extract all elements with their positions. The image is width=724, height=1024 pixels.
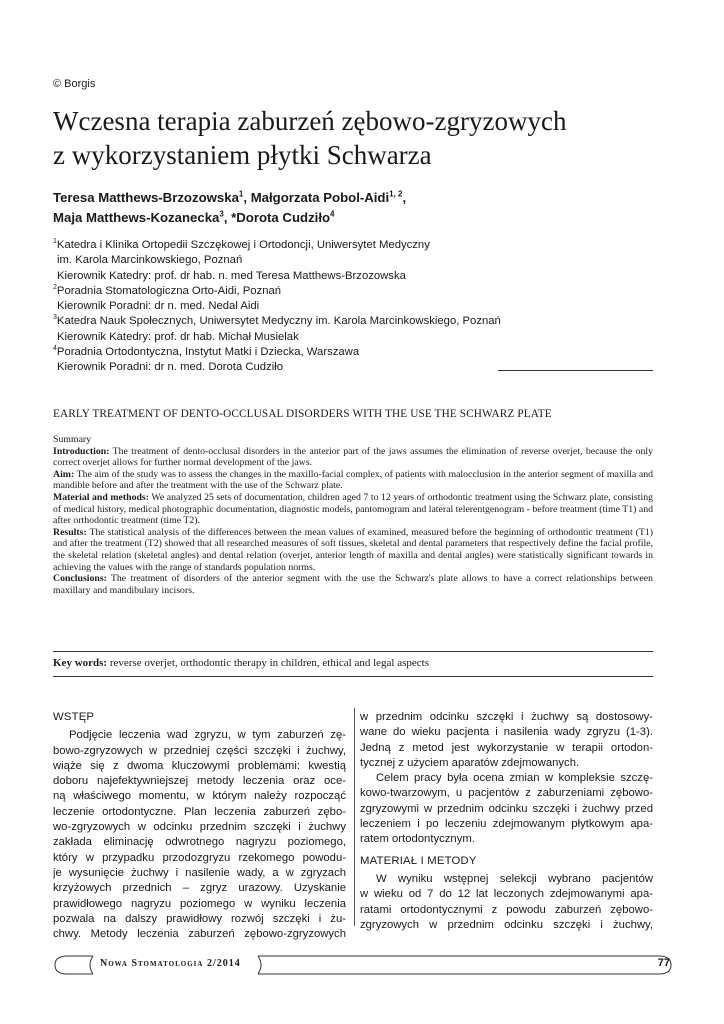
summary-text: The treatment of dento-occlusal disorders in the anterior part of the jaws assumes the elimination of reverse overjet, because the only correct overjet allows for further normal development of the jaws. <box>53 445 653 469</box>
text-line: wo-zgryzowych w odcinku przednim szczęki i żuchwy <box>53 821 346 834</box>
text-line: pozwala na dalszy prawidłowy rozwój szczęki i żu- <box>53 912 346 925</box>
paragraph <box>53 728 346 942</box>
summary-section <box>53 434 653 596</box>
text-line: zgryzowych w przednim odcinku szczęki i żuchwy, <box>360 918 653 931</box>
affiliation-line <box>53 330 673 345</box>
affiliation-line <box>53 253 673 268</box>
text-line: ratem ortodontycznym. <box>360 833 475 846</box>
affiliation-text: Katedra Nauk Społecznych, Uniwersytet Medyczny im. Karola Marcinkowskiego, Poznań <box>56 315 501 328</box>
summary-text: The aim of the study was to assess the changes in the maxillo-facial complex, of patients with malocclusion in the anterior segment of maxilla and mandible before and after the treatment with the use of the Schwarz plate. <box>53 468 653 492</box>
affiliation-text: Kierownik Poradni: dr n. med. Nedal Aidi <box>57 300 260 313</box>
affiliation-line <box>53 284 673 299</box>
affiliation-line <box>53 269 673 284</box>
text-line: wiąże się z dwoma kluczowymi problemami: kwestią <box>53 759 346 772</box>
affiliation-line <box>53 345 673 360</box>
summary-text: The treatment of disorders of the anterior segment with the use the Schwarz's plate allows to have a correct relationships between maxillary and mandibulary incisors. <box>53 573 653 596</box>
text-line: wane do wieku pacjenta i nasilenia wady zgryzu (1-3). <box>360 726 653 739</box>
affiliation-list <box>53 238 673 376</box>
affiliation-line <box>53 299 673 314</box>
page-footer <box>53 955 673 975</box>
keywords-bottom-rule <box>53 676 653 677</box>
text-line: krzyżowych przednich – zgryz urazowy. Uzyskanie <box>53 882 346 895</box>
text-line: kowo-twarzowym, u pacjentów z zaburzeniami zębowo- <box>360 787 653 800</box>
body-column-right <box>360 710 653 933</box>
keywords <box>53 657 653 669</box>
text-line: doboru najefektywniejszej metody leczenia oraz oce- <box>53 775 346 788</box>
summary-conclusions <box>53 573 653 596</box>
summary-introduction <box>53 446 653 469</box>
affiliation-text: Katedra i Klinika Ortopedii Szczękowej i Ortodoncji, Uniwersytet Medyczny <box>56 239 430 251</box>
paragraph <box>360 771 653 847</box>
text-line: leczenie ortodontyczne. Plan leczenia zaburzeń zębo- <box>53 805 346 818</box>
author-affiliation-mark: 3 <box>219 209 224 219</box>
summary-results <box>53 527 653 573</box>
text-line: chwy. Metody leczenia zaburzeń zębowo-zgryzowych <box>53 928 346 941</box>
summary-methods <box>53 492 653 527</box>
affiliation-divider <box>498 370 653 371</box>
author-name: *Dorota Cudziło <box>231 210 331 225</box>
affiliation-text: Kierownik Katedry: prof. dr hab. Michał Musielak <box>57 330 299 343</box>
text-line: bowo-zgryzowych w przedniej części szczęki i żuchwy, <box>53 744 346 757</box>
text-line: zakłada eliminację odwrotnego nagryzu poziomego, <box>53 836 346 849</box>
body-column-left <box>53 710 346 942</box>
affiliation-mark: 3 <box>53 314 57 322</box>
author-affiliation-mark: 1 <box>238 189 244 199</box>
section-heading-methods: MATERIAŁ I METODY <box>360 854 477 867</box>
affiliation-mark: 1 <box>53 238 57 246</box>
text-line: Celem pracy była ocena zmian w kompleksie szczę- <box>376 772 653 785</box>
title-line-1: Wczesna terapia zaburzeń zębowo-zgryzowych <box>53 106 567 136</box>
copyright-notice: © Borgis <box>53 78 96 90</box>
paragraph <box>360 710 653 771</box>
author-name: Małgorzata Pobol-Aidi <box>250 190 390 205</box>
affiliation-line <box>53 238 673 253</box>
affiliation-text: im. Karola Marcinkowskiego, Poznań <box>57 254 243 267</box>
text-line: je wysunięcie żuchwy i nasilenie wady, a w zgryzach <box>53 866 346 879</box>
page-number: 77 <box>657 957 670 969</box>
text-line: prawidłowego nagryzu poziomego w wyniku leczenia <box>53 897 346 910</box>
summary-heading: Summary <box>53 434 92 445</box>
text-line: ną właściwego momentu, w którym należy rozpocząć <box>53 790 346 803</box>
author-affiliation-mark: 4 <box>330 209 335 219</box>
summary-aim <box>53 469 653 492</box>
affiliation-text: Poradnia Stomatologiczna Orto-Aidi, Poznań <box>56 284 282 297</box>
keywords-text: reverse overjet, orthodontic therapy in children, ethical and legal aspects <box>107 657 430 669</box>
text-line: Podjęcie leczenia wad zgryzu, w tym zaburzeń zę- <box>69 729 346 742</box>
affiliation-line <box>53 314 673 329</box>
summary-label: Results: <box>53 526 87 538</box>
text-line: W wyniku wstępnej selekcji wybrano pacjentów <box>376 872 653 885</box>
affiliation-text: Poradnia Ortodontyczna, Instytut Matki i Dziecka, Warszawa <box>56 346 360 359</box>
article-title <box>53 104 673 172</box>
summary-text: We analyzed 25 sets of documentation, children aged 7 to 12 years of orthodontic treatment using the Schwarz plate, consisting of medical history, medical photographic documentation, diagnostic models, pantomogram and lateral telerentgenogram - before treatment (time T1) and after orthodontic treatment (time T2). <box>53 491 653 527</box>
affiliation-line <box>53 360 673 375</box>
column-divider <box>354 708 355 926</box>
keywords-label: Key words: <box>53 657 108 669</box>
text-line: zgryzowymi w przednim odcinku szczęki i żuchwy przed <box>360 802 653 815</box>
keywords-top-rule <box>53 651 653 652</box>
summary-label: Aim: <box>53 468 75 480</box>
text-line: Jedną z metod jest wykorzystanie w terapii ortodon- <box>360 741 653 754</box>
title-line-2: z wykorzystaniem płytki Schwarza <box>53 140 432 170</box>
section-heading-introduction: WSTĘP <box>53 711 95 723</box>
paragraph <box>360 872 653 933</box>
english-title: EARLY TREATMENT OF DENTO-OCCLUSAL DISORDERS WITH THE USE THE SCHWARZ PLATE <box>53 408 552 420</box>
text-line: tycznej z użyciem aparatów zdejmowanych. <box>360 756 580 769</box>
affiliation-text: Kierownik Katedry: prof. dr hab. n. med Teresa Matthews-Brzozowska <box>57 269 406 282</box>
author-name: Teresa Matthews-Brzozowska <box>53 190 239 205</box>
text-line: w przednim odcinku szczęki i żuchwy są dostosowy- <box>360 711 653 723</box>
text-line: ratami ortodontycznymi z powodu zaburzeń zębowo- <box>360 903 653 916</box>
summary-label: Introduction: <box>53 445 110 457</box>
affiliation-mark: 2 <box>53 284 57 292</box>
text-line: w wieku od 7 do 12 lat leczonych zdejmowanymi apa- <box>360 888 653 901</box>
text-line: który w przypadku przodozgryzu rzekomego powodu- <box>53 851 346 864</box>
affiliation-text: Kierownik Poradni: dr n. med. Dorota Cudziło <box>57 361 284 374</box>
journal-name: Nowa Stomatologia 2/2014 <box>100 958 241 969</box>
summary-text: The statistical analysis of the differences between the mean values of examined, measured before the beginning of orthodontic treatment (T1) and after the treatment (T2) showed that all researched measures of soft tissues, skeletal and dental parameters that respectively define the facial profile, the skeletal relation (skeletal angles) and dental relation (overjet, anterior length of maxilla and dental angles) were statistically significant towards in achieving the values with the range of standards population norms. <box>53 526 653 573</box>
author-list: Teresa Matthews-Brzozowska$^1$, Małgorzata Pobol-Aidi$^{1, 2}$, Maja Matthews-Kozanecka$^3$, *Dorota Cudziło$^4$ <box>53 189 407 225</box>
author-name: Maja Matthews-Kozanecka <box>53 210 220 225</box>
summary-label: Conclusions: <box>53 573 107 585</box>
text-line: leczeniem i po leczeniu zdejmowanym płytkowym apa- <box>360 818 653 831</box>
author-affiliation-mark: 1, 2 <box>389 189 403 199</box>
summary-label: Material and methods: <box>53 491 150 503</box>
affiliation-mark: 4 <box>53 345 57 353</box>
